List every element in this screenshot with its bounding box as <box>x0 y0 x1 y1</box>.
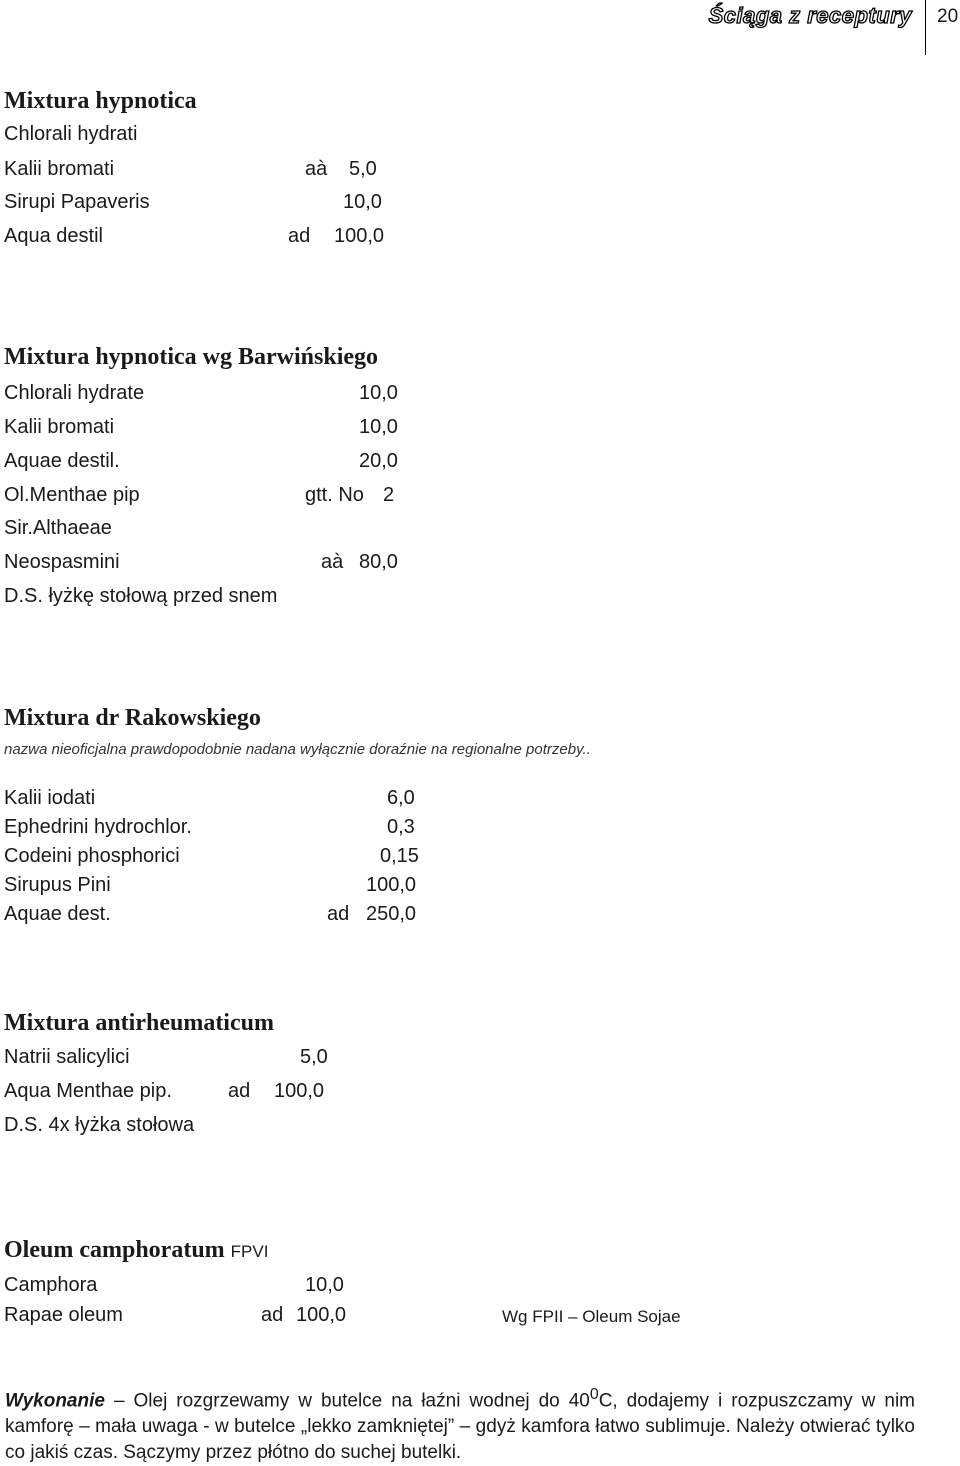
ingredient-amount: 5,0 <box>349 158 377 180</box>
ingredient-amount: 100,0 <box>296 1304 347 1326</box>
recipe-title: Mixtura hypnotica <box>4 88 197 114</box>
ingredient-amount: 10,0 <box>359 416 398 438</box>
ingredient-name: Rapae oleum <box>4 1304 123 1326</box>
side-note: Wg FPII – Oleum Sojae <box>502 1307 681 1326</box>
recipe-title <box>4 1237 268 1264</box>
dosage-instruction: D.S. 4x łyżka stołowa <box>4 1114 195 1136</box>
dosage-instruction: D.S. łyżkę stołową przed snem <box>4 585 278 607</box>
ingredient-name: Chlorali hydrati <box>4 123 138 145</box>
ingredient-amount: 0,15 <box>380 845 419 867</box>
ingredient-amount: 250,0 <box>366 903 417 925</box>
ingredient-name: Aqua destil <box>4 225 103 247</box>
ingredient-amount: 80,0 <box>359 551 398 573</box>
ingredient-amount: 5,0 <box>300 1046 328 1068</box>
ingredient-amount: 100,0 <box>366 874 417 896</box>
recipe-title: Mixtura dr Rakowskiego <box>4 705 261 731</box>
ingredient-amount: 0,3 <box>387 816 415 838</box>
ingredient-name: Sirupi Papaveris <box>4 191 150 213</box>
ingredient-name: Sirupus Pini <box>4 874 111 896</box>
recipe-note: nazwa nieoficjalna prawdopodobnie nadana wyłącznie doraźnie na regionalne potrzeby.. <box>4 741 591 758</box>
preparation-text-a: – Olej rozgrzewamy w butelce na łaźni wodnej do 40 <box>104 1390 590 1412</box>
ingredient-amount: 6,0 <box>387 787 415 809</box>
ingredient-name: Natrii salicylici <box>4 1046 130 1068</box>
ingredient-prefix: ad <box>228 1080 251 1102</box>
ingredient-amount: 100,0 <box>274 1080 325 1102</box>
ingredient-name: Aquae dest. <box>4 903 111 925</box>
ingredient-name: Chlorali hydrate <box>4 382 145 404</box>
ingredient-amount: 10,0 <box>343 191 382 213</box>
header-divider <box>925 0 926 55</box>
ingredient-amount: 10,0 <box>305 1274 344 1296</box>
ingredient-amount: 2 <box>383 484 395 506</box>
preparation-label: Wykonanie <box>5 1390 105 1412</box>
ingredient-prefix: ad <box>261 1304 284 1326</box>
ingredient-prefix: aà <box>305 158 328 180</box>
page-number: 20 <box>937 6 959 27</box>
ingredient-prefix: ad <box>288 225 311 247</box>
recipe-title: Mixtura antirheumaticum <box>4 1010 274 1036</box>
ingredient-name: Ephedrini hydrochlor. <box>4 816 192 838</box>
ingredient-prefix: ad <box>327 903 350 925</box>
ingredient-name: Kalii bromati <box>4 416 115 438</box>
ingredient-name: Aquae destil. <box>4 450 120 472</box>
pharmacopoeia-tag: FPVI <box>230 1242 269 1261</box>
running-header-title: Ściąga z receptury <box>708 3 912 28</box>
preparation-text-b: C, dodajemy i rozpuszczamy w nim kamforę – mała uwaga - w butelce „lekko zamkniętej” – gdyż kamfora łatwo sublimuje. Należy otwierać tylko co jakiś czas. Sączymy przez płótno do suchej butelki. <box>5 1390 915 1464</box>
degree-superscript: 0 <box>589 1386 599 1403</box>
ingredient-amount: 20,0 <box>359 450 398 472</box>
ingredient-prefix: aà <box>321 551 344 573</box>
recipe-title-text: Oleum camphoratum <box>4 1237 225 1263</box>
ingredient-amount: 100,0 <box>334 225 385 247</box>
ingredient-name: Kalii bromati <box>4 158 115 180</box>
preparation-paragraph <box>5 1382 915 1466</box>
ingredient-name: Kalii iodati <box>4 787 96 809</box>
ingredient-name: Ol.Menthae pip <box>4 484 140 506</box>
ingredient-prefix: gtt. No <box>305 484 364 506</box>
ingredient-amount: 10,0 <box>359 382 398 404</box>
ingredient-name: Sir.Althaeae <box>4 517 112 539</box>
ingredient-name: Camphora <box>4 1274 98 1296</box>
ingredient-name: Neospasmini <box>4 551 120 573</box>
ingredient-name: Aqua Menthae pip. <box>4 1080 172 1102</box>
recipe-title: Mixtura hypnotica wg Barwińskiego <box>4 344 379 370</box>
ingredient-name: Codeini phosphorici <box>4 845 180 867</box>
